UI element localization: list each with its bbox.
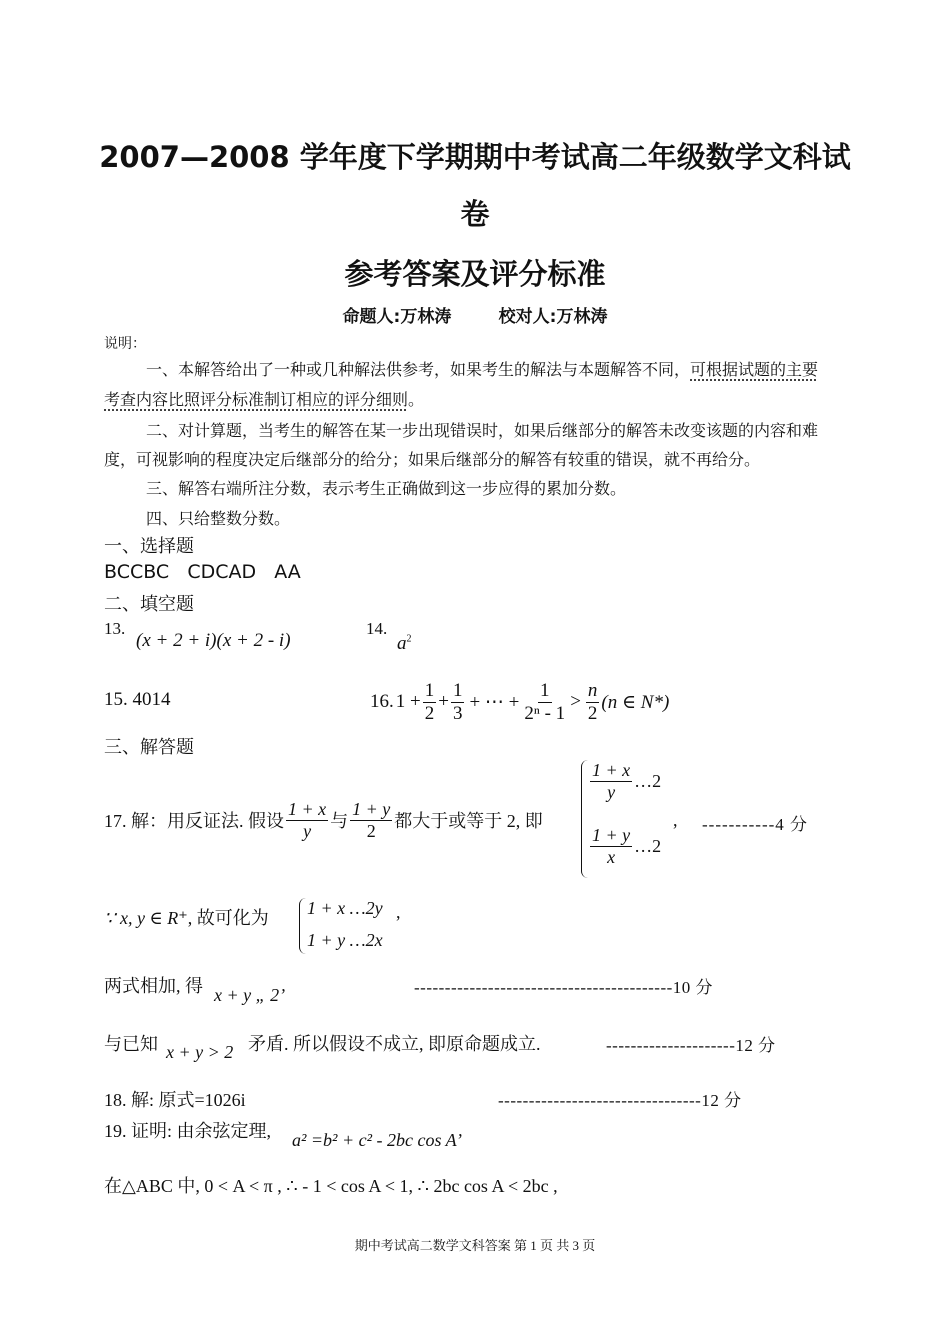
q17-domain: ∵ x, y ∈ R⁺ [104, 908, 188, 928]
page-subtitle: 参考答案及评分标准 [344, 257, 606, 291]
q16-label: 16. [370, 691, 394, 712]
q17-line-3-text: 两式相加, 得 [104, 976, 203, 996]
section-fill-heading: 二、填空题 [104, 594, 194, 614]
page-footer: 期中考试高二数学文科答案 第 1 页 共 3 页 [354, 1238, 596, 1253]
q17-line-2 [104, 904, 269, 930]
note-1-end: 。 [408, 390, 425, 409]
q17-fraction-2: $\frac{1 + y}{2}$ [352, 798, 391, 841]
q17-line-1 [104, 792, 543, 848]
q17-system-fraction-1: $\frac{1 + x}{y}$ [592, 760, 631, 802]
q16-answer [370, 672, 669, 732]
q14-label: 14. [366, 619, 388, 638]
q16-fraction-3: $\frac{1}{\text{2ⁿ - 1}}$ [524, 679, 566, 724]
note-1-emphasis-a: 可根据试题的主要 [690, 360, 819, 379]
q16-lead: 1 + [395, 691, 421, 712]
q17-system-comma: , [673, 810, 678, 830]
q17-line-4-text: 与已知 [104, 1034, 158, 1054]
note-1-line-2 [104, 387, 424, 410]
q16-ellipsis: + ⋯ + [469, 691, 520, 713]
q17-rewrite-row-1: 1 + x …2y [307, 898, 383, 918]
q17-line-4-formula: x + y > 2 [166, 1042, 234, 1062]
page-title-line2: 卷 [460, 197, 490, 231]
q15-answer: 15. 4014 [104, 689, 171, 710]
section-solution-heading: 三、解答题 [104, 737, 194, 757]
score-4: -----------4 分 [702, 815, 809, 834]
q17-line-4-conclusion: 矛盾. 所以假设不成立, 即原命题成立. [248, 1034, 541, 1054]
q18-answer: 18. 解: 原式=1026i [104, 1090, 246, 1110]
note-4: 四、只给整数分数。 [146, 509, 291, 528]
q17-system-rhs-1: …2 [634, 770, 662, 791]
section-choice-heading: 一、选择题 [104, 536, 194, 556]
note-heading: 说明： [104, 336, 146, 352]
q14-base: a [397, 633, 407, 654]
score-10: ------------------------------------------10 分 [414, 978, 714, 997]
q17-line-3-formula: x + y „ 2’ [214, 985, 286, 1005]
q17-fraction-1: $\frac{1 + x}{y}$ [288, 798, 327, 841]
q17-intro: 17. 解：用反证法. 假设 [104, 811, 284, 831]
q17-and: 与 [330, 811, 349, 831]
note-1-emphasis-b: 考查内容比照评分标准制订相应的评分细则 [104, 390, 409, 409]
q17-rewrite-row-2: 1 + y …2x [307, 930, 383, 950]
q17-system-row-1 [588, 760, 661, 802]
q17-rewrite-text: , 故可化为 [187, 908, 269, 928]
q14-exponent: 2 [406, 633, 412, 645]
q17-system-brace [581, 760, 588, 878]
note-2-line-1: 二、对计算题，当考生的解答在某一步出现错误时，如果后继部分的解答未改变该题的内容和难 [146, 421, 819, 440]
authors-line: 命题人:万林涛 校对人:万林涛 [342, 307, 608, 327]
q16-fraction-4: $\frac{n}{2}$ [587, 679, 598, 724]
q19-intro: 19. 证明: 由余弦定理, [104, 1121, 272, 1141]
q14-answer [397, 633, 412, 655]
note-1-text: 一、本解答给出了一种或几种解法供参考，如果考生的解法与本题解答不同， [146, 360, 691, 379]
note-1-line-1 [146, 357, 818, 380]
score-12-q18: ---------------------------------12 分 [498, 1091, 742, 1110]
q16-fraction-2: $\frac{1}{3}$ [452, 679, 463, 724]
q19-line-2: 在△ABC 中, 0 < A < π , ∴ - 1 < cos A < 1, ∴ 2bc cos A < 2bc , [104, 1176, 558, 1196]
q17-system-row-2 [588, 825, 661, 867]
q13-label: 13. [104, 619, 126, 638]
q17-claim: 都大于或等于 2, 即 [394, 811, 543, 831]
q17-rewrite-brace [299, 898, 306, 954]
note-2-line-2: 度，可视影响的程度决定后继部分的给分；如果后继部分的解答有较重的错误，就不再给分。 [104, 450, 761, 469]
q16-condition: (n ∈ N*) [601, 691, 670, 713]
score-12-q17: ---------------------12 分 [606, 1036, 776, 1055]
q17-system-fraction-2: $\frac{1 + y}{x}$ [592, 825, 631, 867]
q16-gt: > [570, 691, 581, 712]
q16-plus: + [438, 691, 449, 712]
q13-answer: (x + 2 + i)(x + 2 - i) [136, 630, 291, 651]
q19-cosine-law: a² =b² + c² - 2bc cos A’ [292, 1130, 462, 1150]
q17-rewrite-comma: , [396, 902, 401, 922]
q16-fraction-1: $\frac{1}{2}$ [424, 679, 435, 724]
page-title-line1: 2007—2008 学年度下学期期中考试高二年级数学文科试 [99, 140, 851, 174]
q17-system-rhs-2: …2 [634, 835, 662, 856]
note-3: 三、解答右端所注分数，表示考生正确做到这一步应得的累加分数。 [146, 479, 627, 498]
choice-answers: BCCBC CDCAD AA [104, 561, 301, 583]
